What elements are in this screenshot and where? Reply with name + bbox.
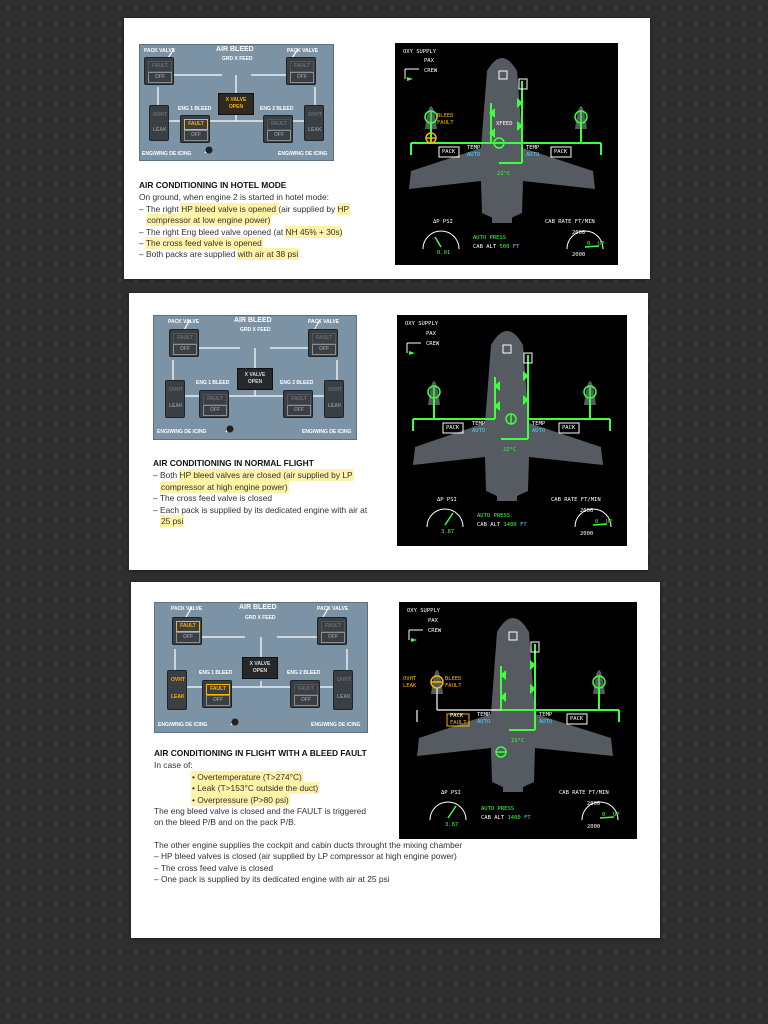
air-bleed-title: AIR BLEED bbox=[239, 604, 277, 611]
auto-press-label: AUTO PRESS bbox=[481, 806, 515, 812]
grd-xfeed-label: GRD X FEED bbox=[222, 56, 253, 62]
eng1-bleed-label: ENG 1 BLEED bbox=[178, 106, 212, 112]
grd-xfeed-label: GRD X FEED bbox=[240, 327, 271, 333]
cab-rate-2000-top: 2000 bbox=[572, 230, 586, 236]
air-bleed-panel bbox=[154, 602, 368, 733]
pax-label: PAX bbox=[424, 58, 434, 64]
cab-rate-value: 0 bbox=[602, 812, 606, 818]
pax-label: PAX bbox=[426, 331, 436, 337]
oxy-supply-label: OXY SUPPLY bbox=[407, 608, 441, 614]
pax-label: PAX bbox=[428, 618, 438, 624]
temp-auto-right: TEMP AUTO bbox=[532, 421, 546, 434]
eng1-bleed-label: ENG 1 BLEED bbox=[199, 670, 233, 676]
dp-psi-label: ΔP PSI bbox=[437, 497, 457, 503]
pack-valve-1-button[interactable]: FAULT OFF bbox=[172, 617, 202, 645]
pack1-fault-label: PACK FAULT bbox=[450, 713, 467, 726]
cab-rate-label: CAB RATE FT/MIN bbox=[545, 219, 595, 225]
temp-auto-left: TEMP AUTO bbox=[467, 145, 481, 158]
cab-rate-value: 0 bbox=[595, 519, 599, 525]
dp-psi-label: ΔP PSI bbox=[433, 219, 453, 225]
temp-auto-left: TEMP AUTO bbox=[477, 712, 491, 725]
pack-valve-1-button[interactable]: FAULT OFF bbox=[169, 329, 199, 357]
auto-press-label: AUTO PRESS bbox=[477, 513, 511, 519]
pack-valve-2-button[interactable]: FAULT OFF bbox=[317, 617, 347, 645]
eng2-ovht-leak-indicator: OVHT LEAK bbox=[333, 670, 353, 710]
eng1-bleed-label: ENG 1 BLEED bbox=[196, 380, 230, 386]
crew-label: CREW bbox=[424, 68, 438, 74]
deicing-label-left: ENG/WING DE ICING bbox=[142, 151, 192, 157]
card-normal-flight bbox=[129, 293, 648, 570]
card-heading: AIR CONDITIONING IN FLIGHT WITH A BLEED FAULT bbox=[154, 748, 367, 758]
crew-label: CREW bbox=[426, 341, 440, 347]
temp-auto-right: TEMP AUTO bbox=[526, 145, 540, 158]
bleed-fault-label: BLEED FAULT bbox=[437, 113, 454, 126]
dp-psi-label: ΔP PSI bbox=[441, 790, 461, 796]
eng1-bleed-button[interactable]: FAULT OFF bbox=[180, 115, 210, 143]
pack1-label: PACK bbox=[446, 425, 460, 431]
card-hotel-mode bbox=[124, 18, 650, 279]
cab-rate-up: UP bbox=[606, 519, 613, 525]
card-heading: AIR CONDITIONING IN HOTEL MODE bbox=[139, 180, 287, 190]
x-valve-indicator: X VALVE OPEN bbox=[218, 93, 254, 115]
dp-value: 3.87 bbox=[441, 529, 455, 535]
bleed-ecam-screen bbox=[395, 43, 618, 265]
pack2-label: PACK bbox=[554, 149, 568, 155]
pack1-label: PACK bbox=[442, 149, 456, 155]
pack-valve-label-right: PACK VALVE bbox=[287, 48, 319, 54]
deicing-label-right: ENG/WING DE ICING bbox=[302, 429, 352, 435]
cab-rate-2000-bottom: 2000 bbox=[572, 252, 586, 258]
pack2-label: PACK bbox=[570, 716, 584, 722]
card-text-hotel: AIR CONDITIONING IN HOTEL MODE On ground, when engine 2 is started in hotel mode: – The right HP bleed valve is opened (air supplied by HP compressor at low engine power) – The right Eng bleed valve opened (at NH 45% + 30s) – The cross feed valve is opened – Both packs are supplied with air at 38 psi bbox=[139, 180, 389, 261]
pack2-label: PACK bbox=[562, 425, 576, 431]
pack-valve-label-left: PACK VALVE bbox=[144, 48, 176, 54]
eng2-bleed-label: ENG 2 BLEED bbox=[280, 380, 314, 386]
cab-rate-up: UP bbox=[598, 241, 605, 247]
card-heading: AIR CONDITIONING IN NORMAL FLIGHT bbox=[153, 458, 314, 468]
temp-auto-right: TEMP AUTO bbox=[539, 712, 553, 725]
card-text-bleed-fault: AIR CONDITIONING IN FLIGHT WITH A BLEED FAULT In case of: • Overtemperature (T>274°C) • Leak (T>153°C outside the duct) • Overpressure (P>80 psi) The eng bleed valve is closed and the FAULT is triggered on the bleed P/B and on the pack P/B. The other engine supplies the cockpit and cabin ducts throught the mixing chamber – HP bleed valves is closed (air supplied by LP compressor at high engine power) – The cross feed valve is closed – One pack is supplied by its dedicated engine with air at 25 psi bbox=[154, 748, 634, 885]
pack-valve-label-right: PACK VALVE bbox=[308, 319, 340, 325]
card-text-normal: AIR CONDITIONING IN NORMAL FLIGHT – Both HP bleed valves are closed (air supplied by LP compressor at high engine power) – The cross feed valve is closed – Each pack is supplied by its dedicated engine with air at 25 psi bbox=[153, 458, 393, 527]
deicing-label-right: ENG/WING DE ICING bbox=[278, 151, 328, 157]
cab-alt-readout: CAB ALT 1400 FT bbox=[477, 522, 527, 528]
cab-rate-2000-top: 2000 bbox=[580, 508, 594, 514]
cab-rate-2000-bottom: 2000 bbox=[580, 531, 594, 537]
pack-valve-label-left: PACK VALVE bbox=[171, 606, 203, 612]
xfeed-label: XFEED bbox=[496, 121, 513, 127]
air-bleed-panel bbox=[139, 44, 334, 161]
pack-valve-2-button[interactable]: FAULT OFF bbox=[286, 57, 316, 85]
eng2-ovht-leak-indicator: OVHT LEAK bbox=[324, 380, 344, 418]
auto-press-label: AUTO PRESS bbox=[473, 235, 507, 241]
pack-valve-label-left: PACK VALVE bbox=[168, 319, 200, 325]
eng1-bleed-button[interactable]: FAULT OFF bbox=[202, 680, 232, 708]
eng2-bleed-button[interactable]: FAULT OFF bbox=[263, 115, 293, 143]
eng1-ovht-leak-indicator: OVHT LEAK bbox=[149, 105, 169, 141]
dp-value: 3.87 bbox=[445, 822, 459, 828]
bleed-ecam-screen bbox=[397, 315, 627, 546]
eng2-bleed-button[interactable]: FAULT OFF bbox=[290, 680, 320, 708]
air-bleed-title: AIR BLEED bbox=[216, 46, 254, 53]
deicing-label-left: ENG/WING DE ICING bbox=[157, 429, 207, 435]
cabin-temp: 21°C bbox=[497, 171, 511, 177]
eng2-bleed-label: ENG 2 BLEED bbox=[287, 670, 321, 676]
bleed-fault-label: BLEED FAULT bbox=[445, 676, 462, 689]
air-bleed-panel bbox=[153, 315, 357, 440]
crew-label: CREW bbox=[428, 628, 442, 634]
pack-valve-2-button[interactable]: FAULT OFF bbox=[308, 329, 338, 357]
cab-rate-value: 0 bbox=[587, 241, 591, 247]
temp-auto-left: TEMP AUTO bbox=[472, 421, 486, 434]
dp-value: 0.01 bbox=[437, 250, 451, 256]
eng1-bleed-button[interactable]: FAULT OFF bbox=[199, 390, 229, 418]
cab-rate-label: CAB RATE FT/MIN bbox=[559, 790, 609, 796]
card-bleed-fault bbox=[131, 582, 660, 938]
eng2-bleed-button[interactable]: FAULT OFF bbox=[283, 390, 313, 418]
oxy-supply-label: OXY SUPPLY bbox=[403, 49, 437, 55]
grd-xfeed-label: GRD X FEED bbox=[245, 615, 276, 621]
cabin-temp: 22°C bbox=[503, 447, 517, 453]
eng1-ovht-leak-indicator: OVHT LEAK bbox=[165, 380, 185, 418]
x-valve-indicator: X VALVE OPEN bbox=[237, 368, 273, 390]
deicing-label-right: ENG/WING DE ICING bbox=[311, 722, 361, 728]
cab-rate-2000-top: 2000 bbox=[587, 801, 601, 807]
cab-alt-readout: CAB ALT 500 FT bbox=[473, 244, 520, 250]
pack-valve-1-button[interactable]: FAULT OFF bbox=[144, 57, 174, 85]
cab-rate-up: UP bbox=[613, 812, 620, 818]
eng2-bleed-label: ENG 2 BLEED bbox=[260, 106, 294, 112]
eng2-ovht-leak-indicator: OVHT LEAK bbox=[304, 105, 324, 141]
pack-valve-label-right: PACK VALVE bbox=[317, 606, 349, 612]
cab-rate-2000-bottom: 2000 bbox=[587, 824, 601, 830]
cab-alt-readout: CAB ALT 1400 FT bbox=[481, 815, 531, 821]
cab-rate-label: CAB RATE FT/MIN bbox=[551, 497, 601, 503]
air-bleed-title: AIR BLEED bbox=[234, 317, 272, 324]
x-valve-indicator: X VALVE OPEN bbox=[242, 657, 278, 679]
cabin-temp: 21°C bbox=[511, 738, 525, 744]
deicing-label-left: ENG/WING DE ICING bbox=[158, 722, 208, 728]
eng1-ovht-leak-indicator: OVHT LEAK bbox=[167, 670, 187, 710]
oxy-supply-label: OXY SUPPLY bbox=[405, 321, 439, 327]
ovht-leak-label: OVHT LEAK bbox=[403, 676, 417, 689]
